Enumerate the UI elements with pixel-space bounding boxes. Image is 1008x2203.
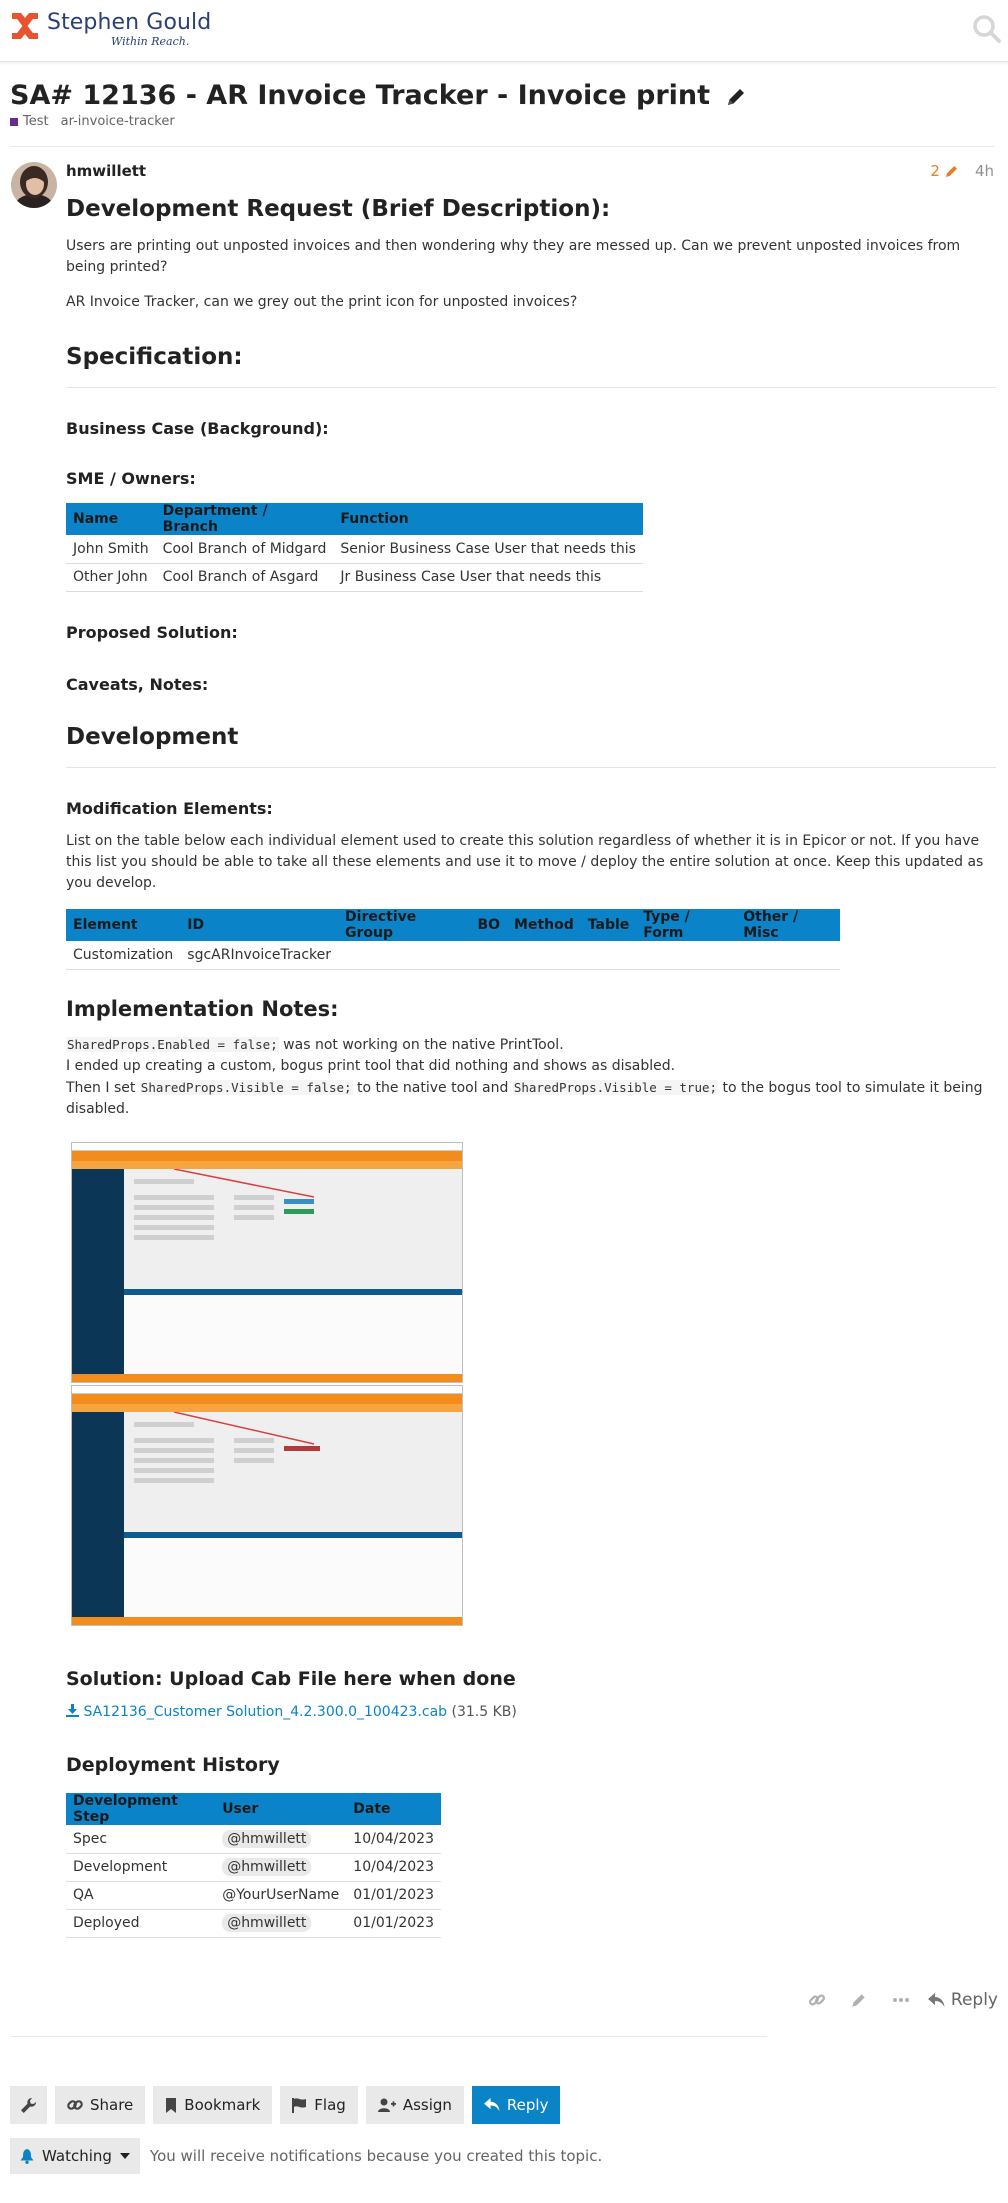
divider <box>10 146 995 147</box>
table-header-cell: Function <box>333 503 642 535</box>
table-cell <box>215 1825 346 1853</box>
post-info <box>930 162 994 180</box>
proposed-solution-heading: Proposed Solution: <box>66 623 238 642</box>
code-snippet: SharedProps.Enabled = false; <box>67 1037 278 1052</box>
table-cell: Jr Business Case User that needs this <box>333 563 642 591</box>
attachment-size: (31.5 KB) <box>451 1704 517 1720</box>
topic-meta <box>10 114 175 129</box>
table-cell: Spec <box>66 1825 215 1853</box>
notification-reason-text: You will receive notifications because you created this topic. <box>149 2147 603 2165</box>
implementation-notes-body <box>66 1034 991 1120</box>
table-header-row <box>66 1793 441 1825</box>
caveats-heading: Caveats, Notes: <box>66 675 209 694</box>
table-cell <box>338 941 470 969</box>
stephen-gould-logo-icon <box>12 13 38 39</box>
avatar-image <box>11 162 57 208</box>
impl-line-3 <box>66 1077 991 1120</box>
code-snippet: SharedProps.Visible = false; <box>140 1080 352 1095</box>
post-age[interactable]: 4h <box>974 162 994 180</box>
impl-text: Then I set <box>66 1080 140 1096</box>
screenshot-image-2[interactable] <box>71 1385 463 1626</box>
table-header-cell: Department / Branch <box>156 503 334 535</box>
admin-wrench-button[interactable] <box>10 2086 47 2124</box>
screenshot-image-1[interactable] <box>71 1142 463 1383</box>
table-cell: Customization <box>66 941 180 969</box>
modification-elements-paragraph: List on the table below each individual element used to create this solution regardless of whether it is in Epicor or not. If you have this list you should be able to take all these elements and use it to move / deploy the entire solution at once. Keep this updated as you develop. <box>66 833 984 891</box>
dev-request-heading: Development Request (Brief Description): <box>66 196 611 222</box>
attachment <box>66 1704 517 1720</box>
solution-heading: Solution: Upload Cab File here when done <box>66 1668 516 1690</box>
bookmark-button[interactable] <box>153 2086 272 2124</box>
table-header-cell: User <box>215 1793 346 1825</box>
notifications-row <box>10 2138 602 2174</box>
table-header-cell: Method <box>507 909 581 941</box>
deployment-history-heading: Deployment History <box>66 1754 280 1776</box>
table-cell <box>215 1853 346 1881</box>
table-cell: QA <box>66 1881 215 1909</box>
share-icon <box>67 2098 83 2112</box>
table-header-cell: Name <box>66 503 156 535</box>
user-mention[interactable]: @hmwillett <box>222 1858 311 1876</box>
table-header-cell: Table <box>581 909 637 941</box>
attachment-link[interactable]: SA12136_Customer Solution_4.2.300.0_100423.cab <box>83 1704 448 1720</box>
table-cell: Development <box>66 1853 215 1881</box>
reply-icon <box>484 2098 500 2112</box>
brand-name: Stephen Gould <box>47 10 212 35</box>
elements-table <box>66 909 840 970</box>
assign-label: Assign <box>402 2096 452 2114</box>
table-cell: John Smith <box>66 535 156 563</box>
post-reply-label: Reply <box>950 1990 998 2010</box>
table-cell: 01/01/2023 <box>346 1909 441 1937</box>
post-reply-button[interactable] <box>928 1990 998 2010</box>
divider <box>66 387 996 388</box>
post-actions <box>796 1984 998 2016</box>
table-cell: Other John <box>66 563 156 591</box>
development-heading: Development <box>66 724 239 750</box>
table-row <box>66 1825 441 1853</box>
impl-line-2: I ended up creating a custom, bogus print tool that did nothing and shows as disabled. <box>66 1058 676 1074</box>
wrench-icon <box>20 2097 37 2114</box>
table-header-cell: Element <box>66 909 180 941</box>
dev-request-paragraph-2: AR Invoice Tracker, can we grey out the print icon for unposted invoices? <box>66 294 578 310</box>
table-row <box>66 1881 441 1909</box>
caret-down-icon <box>120 2153 130 2159</box>
divider <box>10 2036 767 2037</box>
tag-link[interactable]: ar-invoice-tracker <box>60 114 175 129</box>
bookmark-icon <box>165 2098 177 2113</box>
table-header-row <box>66 503 643 535</box>
table-cell: 01/01/2023 <box>346 1881 441 1909</box>
download-icon <box>66 1704 79 1717</box>
category-swatch <box>10 118 18 126</box>
table-header-cell: BO <box>470 909 507 941</box>
table-header-cell: ID <box>180 909 338 941</box>
deployment-history-table <box>66 1793 441 1938</box>
share-label: Share <box>90 2096 134 2114</box>
pencil-icon[interactable] <box>725 86 747 108</box>
assign-icon <box>378 2098 396 2112</box>
impl-line-1 <box>66 1034 991 1056</box>
avatar[interactable] <box>11 162 57 208</box>
edit-history-indicator[interactable] <box>930 162 959 180</box>
specification-heading: Specification: <box>66 344 243 370</box>
table-row <box>66 941 840 969</box>
table-header-row <box>66 909 840 941</box>
topic-title[interactable] <box>10 80 747 111</box>
topic-reply-button[interactable] <box>472 2086 561 2124</box>
implementation-notes-heading: Implementation Notes: <box>66 997 339 1021</box>
code-snippet: SharedProps.Visible = true; <box>513 1080 718 1095</box>
pencil-icon[interactable] <box>838 1984 880 2016</box>
table-cell <box>470 941 507 969</box>
table-cell <box>636 941 736 969</box>
table-header-cell: Other / Misc <box>736 909 840 941</box>
assign-button[interactable] <box>366 2086 464 2124</box>
table-cell: 10/04/2023 <box>346 1853 441 1881</box>
topic-footer-buttons <box>10 2086 568 2124</box>
sme-heading: SME / Owners: <box>66 469 196 488</box>
user-mention[interactable]: @hmwillett <box>222 1914 311 1932</box>
business-case-heading: Business Case (Background): <box>66 419 329 438</box>
edit-count: 2 <box>930 162 940 180</box>
category-link[interactable]: Test <box>23 114 49 129</box>
table-row <box>66 535 643 563</box>
table-cell: @YourUserName <box>215 1881 346 1909</box>
table-cell: Cool Branch of Asgard <box>156 563 334 591</box>
brand-logo[interactable] <box>12 10 211 48</box>
notification-level-dropdown[interactable] <box>10 2138 140 2174</box>
share-button[interactable] <box>55 2086 145 2124</box>
user-mention[interactable]: @hmwillett <box>222 1830 311 1848</box>
table-row <box>66 1909 441 1937</box>
table-header-cell: Development Step <box>66 1793 215 1825</box>
impl-text: to the native tool and <box>352 1080 513 1096</box>
search-icon[interactable] <box>972 14 1002 44</box>
table-cell <box>581 941 637 969</box>
site-header <box>0 0 1008 62</box>
link-icon[interactable] <box>796 1984 838 2016</box>
bookmark-label: Bookmark <box>184 2096 261 2114</box>
dev-request-paragraph-1: Users are printing out unposted invoices and then wondering why they are messed up. Can we prevent unposted invoices from being printed? <box>66 238 961 275</box>
topic-reply-label: Reply <box>506 2096 549 2114</box>
impl-text: to the bogus tool to simulate it being disabled. <box>66 1080 983 1117</box>
topic-title-text: SA# 12136 - AR Invoice Tracker - Invoice print <box>10 80 711 111</box>
reply-icon <box>928 1993 945 2008</box>
pencil-icon <box>944 164 959 179</box>
bell-icon <box>20 2149 34 2164</box>
table-cell: Senior Business Case User that needs this <box>333 535 642 563</box>
table-cell: Deployed <box>66 1909 215 1937</box>
flag-button[interactable] <box>280 2086 358 2124</box>
table-cell: Cool Branch of Midgard <box>156 535 334 563</box>
flag-icon <box>292 2098 307 2113</box>
table-cell <box>736 941 840 969</box>
table-header-cell: Date <box>346 1793 441 1825</box>
table-cell: sgcARInvoiceTracker <box>180 941 338 969</box>
table-header-cell: Type / Form <box>636 909 736 941</box>
table-cell <box>215 1909 346 1937</box>
table-cell: 10/04/2023 <box>346 1825 441 1853</box>
ellipsis-icon[interactable] <box>880 1984 922 2016</box>
table-row <box>66 563 643 591</box>
post-username[interactable]: hmwillett <box>66 162 147 180</box>
brand-tagline: Within Reach. <box>111 35 190 48</box>
notification-level-label: Watching <box>42 2147 112 2165</box>
sme-table <box>66 503 643 592</box>
flag-label: Flag <box>314 2096 346 2114</box>
table-header-cell: Directive Group <box>338 909 470 941</box>
impl-text: was not working on the native PrintTool. <box>278 1037 564 1053</box>
modification-elements-heading: Modification Elements: <box>66 799 273 818</box>
divider <box>66 767 996 768</box>
table-row <box>66 1853 441 1881</box>
table-cell <box>507 941 581 969</box>
